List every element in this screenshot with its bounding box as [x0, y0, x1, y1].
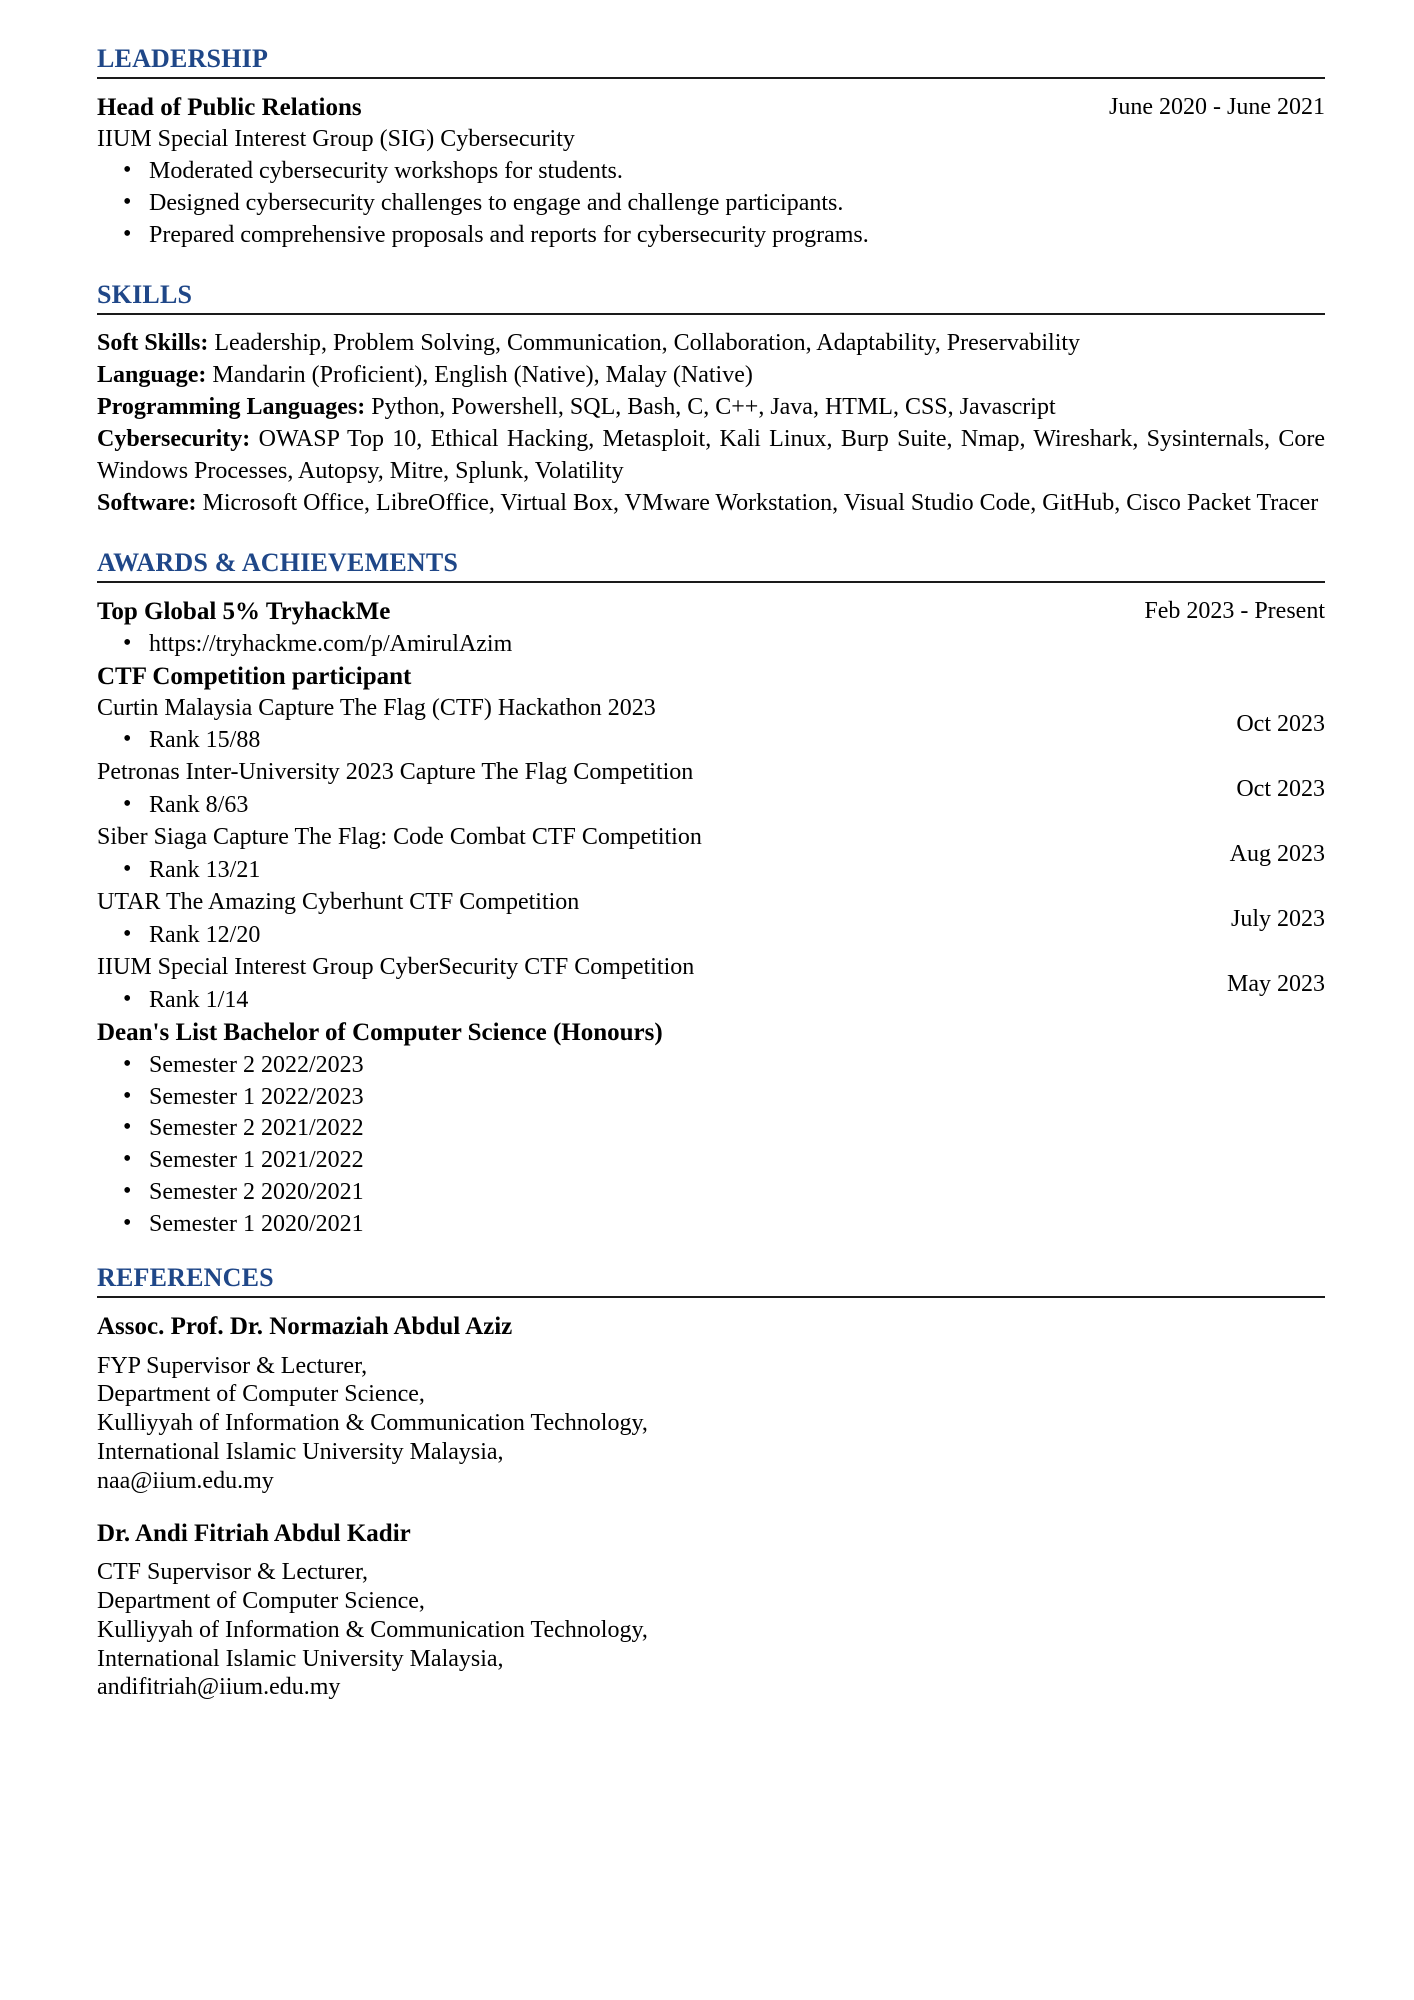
leadership-bullet-list	[97, 156, 1325, 252]
competition-detail	[97, 887, 1207, 952]
list-item[interactable]: • https://tryhackme.com/p/AmirulAzim	[149, 629, 1325, 661]
list-item: • Semester 1 2021/2022	[149, 1145, 1325, 1177]
list-item: • Semester 2 2022/2023	[149, 1050, 1325, 1082]
skill-row-cybersecurity	[97, 424, 1325, 488]
reference-entry	[97, 1518, 1325, 1702]
reference-details	[97, 1558, 1325, 1702]
spacer	[97, 1241, 1325, 1263]
competition-detail	[97, 693, 1212, 758]
competition-entry	[97, 693, 1325, 758]
reference-email[interactable]: naa@iium.edu.my	[97, 1467, 274, 1494]
section-divider-skills	[97, 313, 1325, 315]
skill-value: Mandarin (Proficient), English (Native), Malay (Native)	[206, 362, 753, 389]
reference-name: Assoc. Prof. Dr. Normaziah Abdul Aziz	[97, 1313, 513, 1341]
competition-detail	[97, 952, 1203, 1017]
list-item: • Semester 2 2020/2021	[149, 1177, 1325, 1209]
reference-line: International Islamic University Malaysia,	[97, 1439, 504, 1466]
list-item: • Rank 1/14	[149, 985, 1203, 1017]
spacer	[97, 520, 1325, 548]
list-item: • Semester 2 2021/2022	[149, 1113, 1325, 1145]
skill-label: Cybersecurity:	[97, 425, 251, 452]
reference-entry	[97, 1311, 1325, 1495]
leadership-date-range: June 2020 - June 2021	[1109, 94, 1325, 121]
section-leadership	[97, 44, 1325, 252]
skill-label: Software:	[97, 489, 197, 516]
competition-name: UTAR The Amazing Cyberhunt CTF Competition	[97, 889, 580, 916]
leadership-entry-header	[97, 92, 1325, 124]
competition-name: Curtin Malaysia Capture The Flag (CTF) Hackathon 2023	[97, 694, 656, 721]
spacer	[97, 252, 1325, 280]
competition-detail	[97, 757, 1212, 822]
competition-name: Siber Siaga Capture The Flag: Code Combat CTF Competition	[97, 824, 702, 851]
skill-value: Python, Powershell, SQL, Bash, C, C++, Java, HTML, CSS, Javascript	[365, 393, 1056, 420]
list-item: • Moderated cybersecurity workshops for students.	[149, 156, 1325, 188]
award-entry-tryhackme	[97, 596, 1325, 628]
reference-line: Kulliyyah of Information & Communication Technology,	[97, 1616, 648, 1643]
leadership-job-title: Head of Public Relations	[97, 94, 362, 122]
skill-label: Soft Skills:	[97, 330, 209, 357]
deans-list-title: Dean's List Bachelor of Computer Science (Honours)	[97, 1018, 663, 1046]
skill-row-programming-languages	[97, 392, 1325, 424]
reference-line: International Islamic University Malaysia,	[97, 1645, 504, 1672]
ctf-participation-heading: CTF Competition participant	[97, 662, 412, 690]
skill-row-software	[97, 488, 1325, 520]
list-item: • Designed cybersecurity challenges to engage and challenge participants.	[149, 188, 1325, 220]
skill-label: Language:	[97, 362, 207, 389]
skill-label: Programming Languages:	[97, 393, 366, 420]
competition-rank-list	[97, 725, 1212, 757]
competition-entry	[97, 887, 1325, 952]
skill-value: Microsoft Office, LibreOffice, Virtual Box, VMware Workstation, Visual Studio Code, GitHub, Cisco Packet Tracer	[196, 489, 1319, 516]
competition-date: July 2023	[1230, 905, 1325, 932]
list-item: • Rank 15/88	[149, 725, 1212, 757]
section-heading-skills: SKILLS	[97, 280, 193, 310]
reference-details	[97, 1352, 1325, 1496]
list-item: • Rank 8/63	[149, 790, 1212, 822]
reference-email[interactable]: andifitriah@iium.edu.my	[97, 1674, 341, 1701]
competition-rank-list	[97, 985, 1203, 1017]
competition-entry	[97, 757, 1325, 822]
skill-row-language	[97, 360, 1325, 392]
skill-value: Leadership, Problem Solving, Communication, Collaboration, Adaptability, Preservability	[208, 330, 1081, 357]
competition-name: IIUM Special Interest Group CyberSecurity CTF Competition	[97, 953, 695, 980]
competition-date: Oct 2023	[1236, 711, 1325, 738]
list-item: • Prepared comprehensive proposals and reports for cybersecurity programs.	[149, 220, 1325, 252]
skill-value: OWASP Top 10, Ethical Hacking, Metasploit, Kali Linux, Burp Suite, Nmap, Wireshark, Sysinternals, Core Windows Processes, Autopsy, Mitre, Splunk, Volatility	[97, 425, 1325, 484]
competition-entry	[97, 822, 1325, 887]
competition-entry	[97, 952, 1325, 1017]
competition-name: Petronas Inter-University 2023 Capture The Flag Competition	[97, 759, 694, 786]
list-item: • Semester 1 2020/2021	[149, 1209, 1325, 1241]
competition-rank-list	[97, 855, 1206, 887]
section-heading-leadership: LEADERSHIP	[97, 44, 269, 73]
award-date-tryhackme: Feb 2023 - Present	[1144, 597, 1325, 624]
section-skills	[97, 280, 1325, 520]
reference-line: Kulliyyah of Information & Communication Technology,	[97, 1410, 648, 1437]
reference-line: Department of Computer Science,	[97, 1381, 425, 1408]
skill-row-soft-skills	[97, 328, 1325, 360]
competition-detail	[97, 822, 1206, 887]
leadership-organization: IIUM Special Interest Group (SIG) Cybersecurity	[97, 126, 575, 153]
section-divider-references	[97, 1296, 1325, 1298]
reference-name: Dr. Andi Fitriah Abdul Kadir	[97, 1519, 411, 1547]
reference-line: Department of Computer Science,	[97, 1587, 425, 1614]
competition-date: May 2023	[1227, 970, 1325, 997]
reference-line: FYP Supervisor & Lecturer,	[97, 1352, 368, 1379]
section-heading-references: REFERENCES	[97, 1263, 274, 1293]
section-divider-awards	[97, 581, 1325, 583]
competition-rank-list	[97, 790, 1212, 822]
section-divider-leadership	[97, 77, 1325, 79]
tryhackme-bullet-list	[97, 629, 1325, 661]
section-references	[97, 1263, 1325, 1702]
list-item: • Rank 13/21	[149, 855, 1206, 887]
deans-list-bullets	[97, 1050, 1325, 1241]
competition-date: Oct 2023	[1236, 776, 1325, 803]
list-item: • Rank 12/20	[149, 920, 1207, 952]
reference-line: CTF Supervisor & Lecturer,	[97, 1559, 368, 1586]
competition-rank-list	[97, 920, 1207, 952]
competition-date: Aug 2023	[1229, 841, 1325, 868]
section-heading-awards: AWARDS & ACHIEVEMENTS	[97, 547, 459, 577]
section-awards-achievements	[97, 548, 1325, 1242]
list-item: • Semester 1 2022/2023	[149, 1082, 1325, 1114]
award-title-tryhackme: Top Global 5% TryhackMe	[97, 597, 391, 625]
